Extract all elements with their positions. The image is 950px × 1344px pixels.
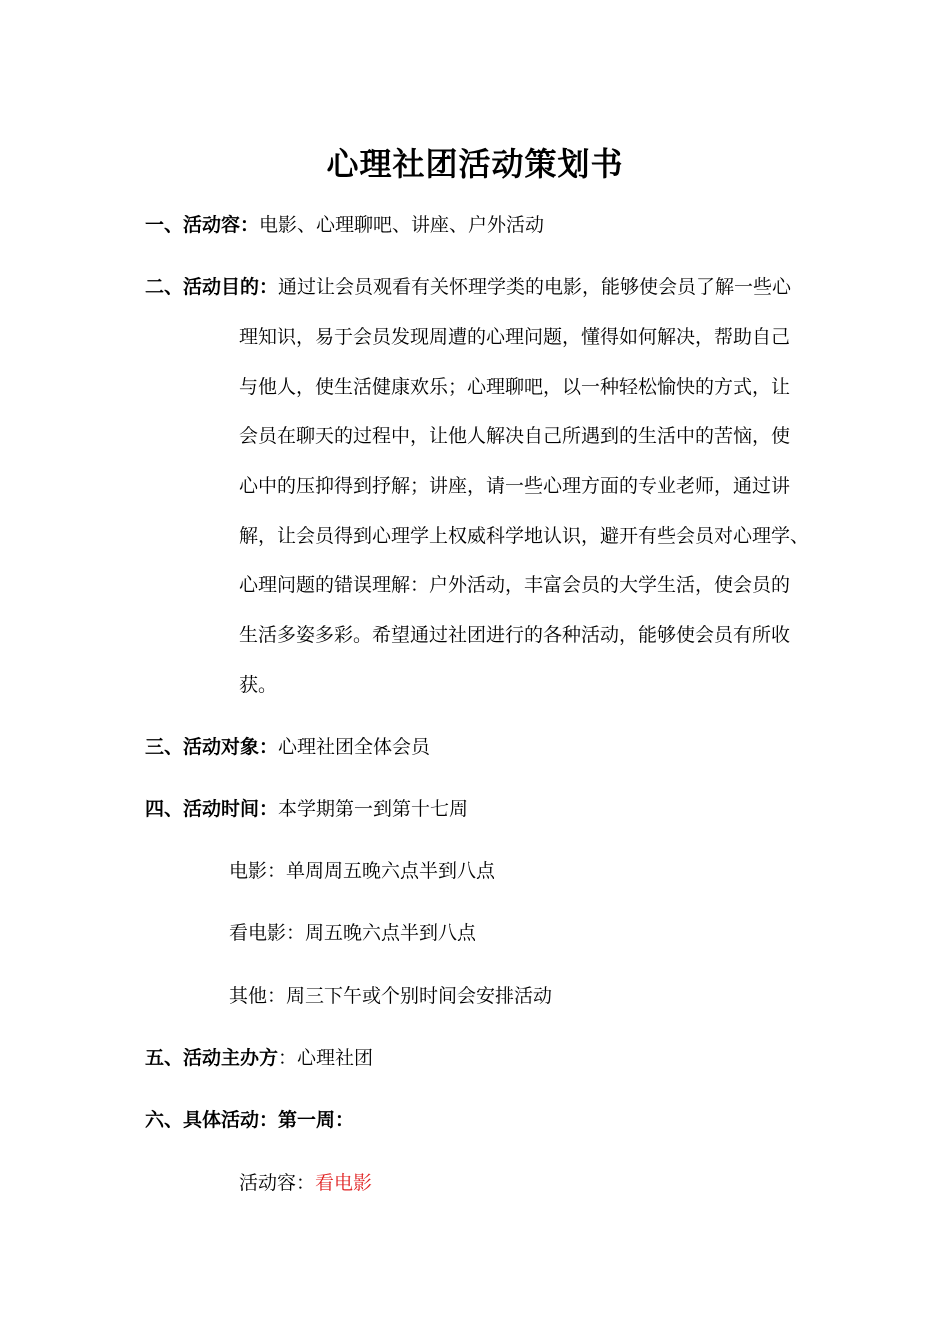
section-activity-purpose	[145, 272, 791, 302]
section-text: 本学期第一到第十七周	[278, 798, 469, 820]
section-label: 五、活动主办方	[145, 1047, 279, 1069]
activity-content-value: 看电影	[315, 1172, 373, 1194]
paragraph-line: 心理问题的错误理解：户外活动，丰富会员的大学生活，使会员的	[239, 574, 791, 596]
section-text: 通过让会员观看有关怀理学类的电影，能够使会员了解一些心	[278, 276, 792, 298]
paragraph-line: 理知识，易于会员发现周遭的心理问题，懂得如何解决，帮助自己	[239, 326, 791, 348]
schedule-item: 看电影：周五晚六点半到八点	[229, 922, 477, 944]
section-organizer	[145, 1043, 373, 1073]
section-label: 一、活动容：	[145, 214, 260, 236]
paragraph-line: 心中的压抑得到抒解；讲座，请一些心理方面的专业老师，通过讲	[239, 475, 791, 497]
paragraph-line: 解，让会员得到心理学上权威科学地认识，避开有些会员对心理学、	[239, 525, 810, 547]
schedule-item: 电影：单周周五晚六点半到八点	[229, 860, 496, 882]
paragraph-line: 会员在聊天的过程中，让他人解决自己所遇到的生活中的苦恼，使	[239, 425, 791, 447]
activity-content-label: 活动容：	[239, 1172, 316, 1194]
activity-content-line	[239, 1168, 372, 1198]
paragraph-line: 与他人，使生活健康欢乐；心理聊吧，以一种轻松愉快的方式，让	[239, 376, 791, 398]
section-text: 心理社团全体会员	[278, 736, 431, 758]
section-activity-content	[145, 210, 544, 240]
document-title: 心理社团活动策划书	[326, 145, 624, 183]
section-text: ：心理社团	[278, 1047, 374, 1069]
paragraph-line: 生活多姿多彩。希望通过社团进行的各种活动，能够使会员有所收	[239, 624, 791, 646]
paragraph-line: 获。	[239, 674, 278, 696]
section-label: 三、活动对象：	[145, 736, 279, 758]
section-text: 电影、心理聊吧、讲座、户外活动	[259, 214, 545, 236]
schedule-item: 其他：周三下午或个别时间会安排活动	[229, 985, 553, 1007]
section-activity-target	[145, 732, 430, 762]
section-label: 四、活动时间：	[145, 798, 279, 820]
section-specific-activities: 六、具体活动：第一周：	[145, 1109, 355, 1131]
section-activity-time	[145, 794, 468, 824]
section-label: 二、活动目的：	[145, 276, 279, 298]
